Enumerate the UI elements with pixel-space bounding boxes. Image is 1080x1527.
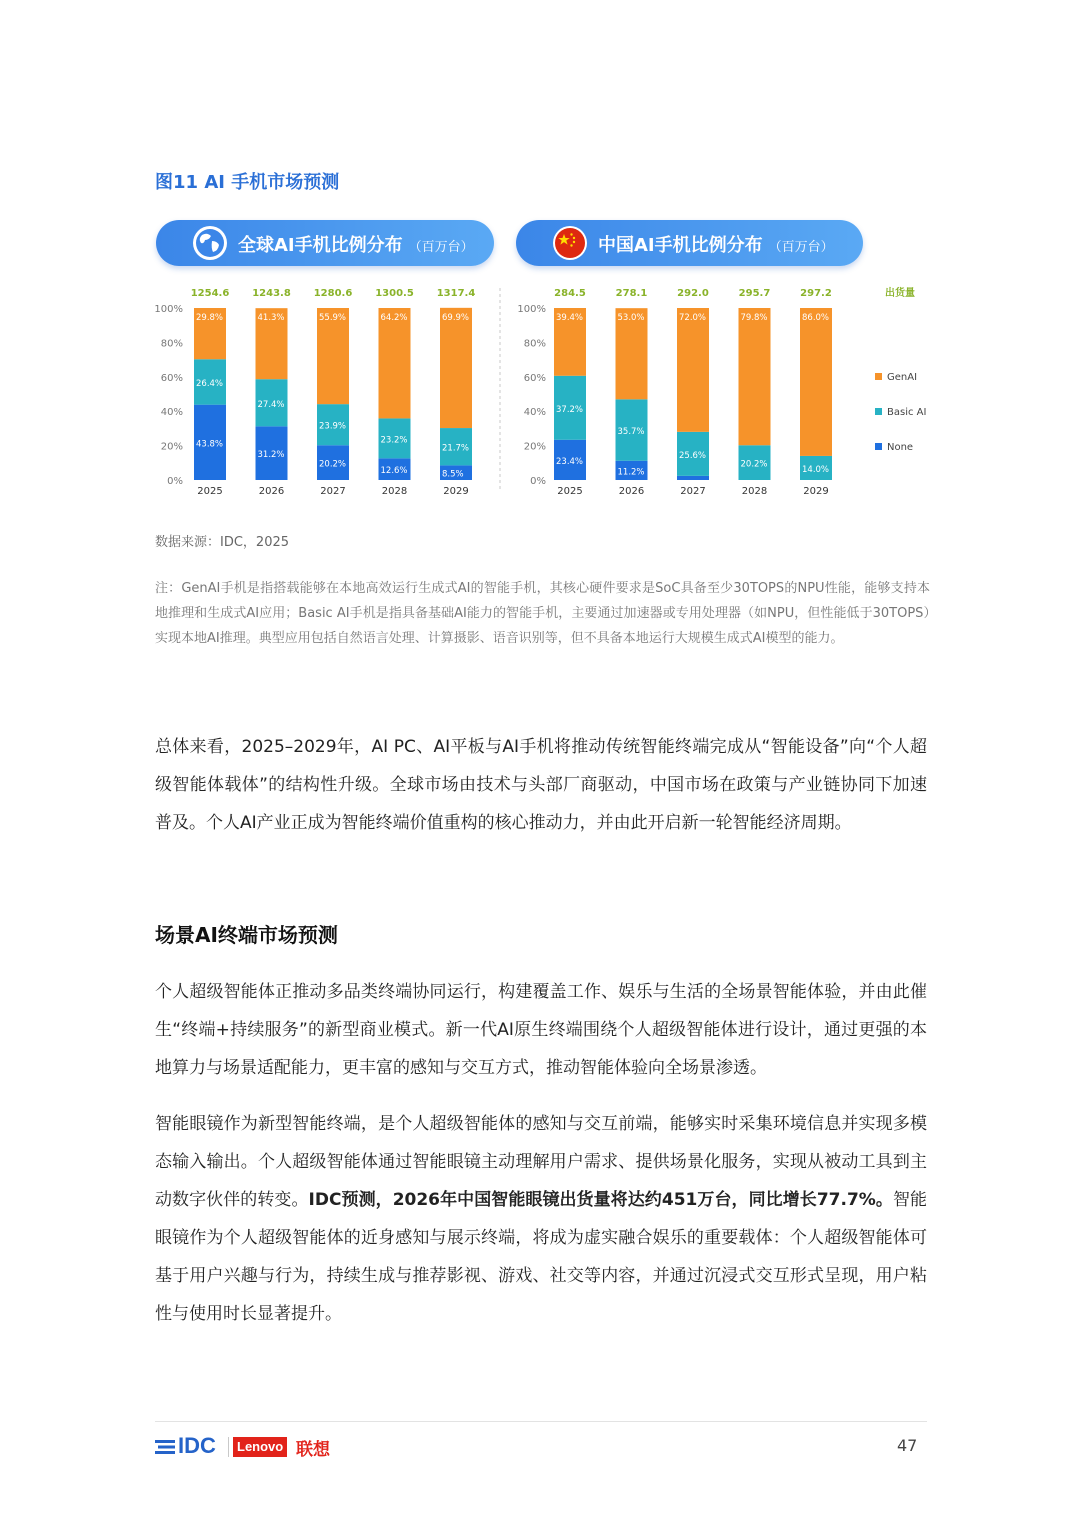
smart-glasses-text-c: 智能眼镜作为个人超级智能体的近身感知与展示终端，将成为虚实融合娱乐的重要载体：个人超级智能体可基于用户兴趣与行为，持续生成与推荐影视、游戏、社交等内容，并通过沉浸式交互形式呈现，用户粘性与使用时长显著提升。	[155, 1190, 927, 1324]
china-x-tick-label: 2026	[618, 486, 645, 497]
idc-lines-icon	[155, 1439, 175, 1455]
data-source: 数据来源：IDC，2025	[155, 535, 290, 550]
china-x-tick-label: 2025	[557, 486, 583, 497]
chart-note: 注：GenAI手机是指搭载能够在本地高效运行生成式AI的智能手机，其核心硬件要求是SoC具备至少30TOPS的NPU性能，能够支持本地推理和生成式AI应用；Basic AI手机是指具备基础AI能力的智能手机，主要通过加速器或专用处理器（如NPU，但性能低于30TOPS）实现本地AI推理。典型应用包括自然语言处理、计算摄影、语音识别等，但不具备本地运行大规模生成式AI模型的能力。	[155, 581, 930, 646]
china-data-label: 86.0%	[802, 313, 830, 323]
idc-logo	[155, 1433, 216, 1459]
shipment-label: 出货量	[885, 288, 915, 299]
legend-swatch-none	[875, 443, 882, 450]
global-data-label: 29.8%	[196, 313, 224, 323]
china-x-tick-label: 2028	[741, 486, 768, 497]
china-total-label: 297.2	[800, 288, 832, 299]
legend-label-genai: GenAI	[887, 372, 918, 383]
smart-glasses-forecast: IDC预测，2026年中国智能眼镜出货量将达约451万台，同比增长77.7%。	[308, 1190, 893, 1210]
china-total-label: 284.5	[554, 288, 586, 299]
china-y-tick-label: 0%	[530, 476, 546, 487]
global-y-tick-label: 60%	[160, 372, 183, 384]
global-data-label: 27.4%	[257, 399, 285, 410]
global-x-tick-label: 2027	[320, 486, 346, 497]
china-data-label: 14.0%	[802, 464, 830, 475]
china-chart-header	[516, 220, 863, 266]
china-data-label: 39.4%	[556, 313, 584, 323]
china-y-tick-label: 60%	[523, 372, 546, 384]
global-y-tick-label: 0%	[167, 476, 183, 487]
global-data-label: 69.9%	[442, 312, 470, 323]
global-chart-unit: （百万台）	[408, 240, 474, 255]
global-total-label: 1317.4	[436, 288, 476, 299]
footer-divider	[155, 1421, 927, 1422]
global-data-label: 21.7%	[442, 443, 470, 454]
global-y-tick-label: 20%	[160, 441, 183, 453]
global-data-label: 31.2%	[257, 450, 285, 461]
smart-glasses-text-a: 智能眼镜作为新型智能终端，是个人超级智能体的感知与交互前端，能够实时采集环境信息并实现多模态输入输出。个人超级智能体通过智能眼镜主动理解用户需求、提供场景化服务，实现从被动工具到主动数字伙伴的转变。	[155, 1114, 927, 1210]
china-total-label: 278.1	[615, 288, 648, 299]
china-data-label: 79.8%	[740, 313, 768, 323]
china-y-tick-label: 20%	[523, 441, 546, 453]
global-data-label: 23.2%	[380, 435, 408, 446]
lenovo-logo: Lenovo	[233, 1437, 287, 1457]
idc-logo-text: IDC	[178, 1433, 216, 1458]
china-data-label: 11.2%	[617, 467, 645, 478]
china-y-tick-label: 80%	[523, 338, 546, 350]
china-chart-title: 中国AI手机比例分布	[598, 235, 763, 256]
china-chart-unit: （百万台）	[768, 240, 834, 255]
global-data-label: 12.6%	[380, 466, 408, 477]
global-total-label: 1243.8	[252, 288, 291, 299]
china-bar-genai	[677, 308, 709, 432]
global-x-tick-label: 2028	[381, 486, 408, 497]
global-bar-genai	[379, 308, 411, 418]
global-total-label: 1280.6	[313, 288, 353, 299]
global-chart-header	[156, 220, 494, 266]
china-y-tick-label: 40%	[523, 407, 546, 419]
global-y-tick-label: 80%	[160, 338, 183, 350]
china-data-label: 25.6%	[679, 450, 707, 461]
china-x-tick-label: 2027	[680, 486, 706, 497]
china-data-label: 37.2%	[556, 404, 584, 415]
legend-label-basic-ai: Basic AI	[887, 407, 927, 418]
global-y-tick-label: 100%	[154, 304, 183, 315]
china-data-label: 23.4%	[556, 456, 584, 467]
china-data-label: 72.0%	[679, 313, 707, 323]
legend-swatch-basic-ai	[875, 408, 882, 415]
global-bar-genai	[440, 308, 472, 428]
global-total-label: 1300.5	[375, 288, 414, 299]
section-heading: 场景AI终端市场预测	[155, 923, 338, 947]
china-total-label: 295.7	[738, 288, 771, 299]
legend-swatch-genai	[875, 373, 882, 380]
china-bar-genai	[800, 308, 832, 456]
global-x-tick-label: 2026	[258, 486, 285, 497]
china-flag-icon	[552, 225, 588, 261]
global-x-tick-label: 2025	[197, 486, 223, 497]
scenario-paragraph: 个人超级智能体正推动多品类终端协同运行，构建覆盖工作、娱乐与生活的全场景智能体验，并由此催生“终端+持续服务”的新型商业模式。新一代AI原生终端围绕个人超级智能体进行设计，通过更强的本地算力与场景适配能力，更丰富的感知与交互方式，推动智能体验向全场景渗透。	[155, 982, 927, 1078]
china-data-label: 35.7%	[617, 427, 645, 438]
global-data-label: 64.2%	[380, 313, 408, 323]
global-data-label: 23.9%	[319, 421, 347, 432]
china-x-tick-label: 2029	[803, 486, 829, 497]
summary-paragraph: 总体来看，2025–2029年，AI PC、AI平板与AI手机将推动传统智能终端完成从“智能设备”向“个人超级智能体载体”的结构性升级。全球市场由技术与头部厂商驱动，中国市场在政策与产业链协同下加速普及。个人AI产业正成为智能终端价值重构的核心推动力，并由此开启新一轮智能经济周期。	[155, 737, 927, 833]
legend-label-none: None	[887, 442, 914, 453]
smart-glasses-paragraph	[155, 1105, 927, 1333]
global-data-label: 41.3%	[257, 313, 285, 324]
global-total-label: 1254.6	[190, 288, 230, 299]
global-data-label: 43.8%	[196, 439, 224, 450]
globe-icon	[192, 225, 228, 261]
figure-title: 图11 AI 手机市场预测	[155, 172, 340, 193]
china-bar-none	[677, 476, 709, 480]
global-data-label: 20.2%	[319, 459, 347, 470]
china-data-label: 20.2%	[740, 459, 768, 470]
logo-separator	[228, 1437, 229, 1457]
global-chart-title: 全球AI手机比例分布	[238, 235, 403, 256]
lenovo-cn-logo: 联想	[296, 1440, 330, 1460]
global-x-tick-label: 2029	[443, 486, 469, 497]
china-data-label: 53.0%	[617, 313, 645, 324]
global-data-label: 8.5%	[442, 469, 464, 480]
china-y-tick-label: 100%	[517, 304, 546, 315]
ai-phone-charts	[145, 280, 945, 505]
china-total-label: 292.0	[677, 288, 709, 299]
china-bar-genai	[739, 308, 771, 445]
global-y-tick-label: 40%	[160, 407, 183, 419]
global-data-label: 26.4%	[196, 378, 224, 389]
page-number: 47	[897, 1436, 918, 1455]
global-data-label: 55.9%	[319, 313, 347, 323]
